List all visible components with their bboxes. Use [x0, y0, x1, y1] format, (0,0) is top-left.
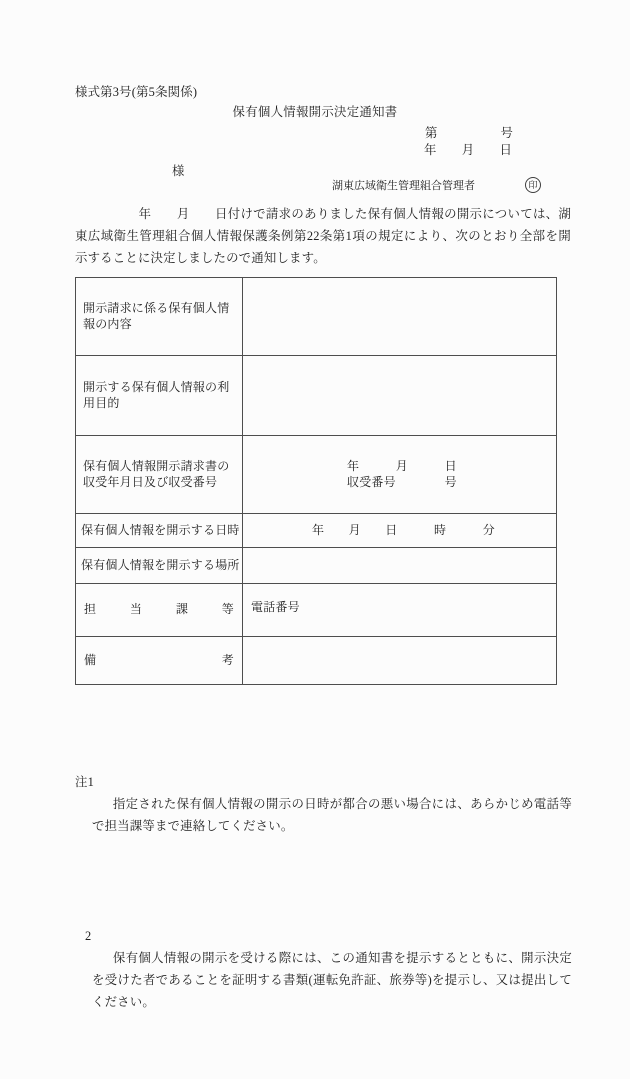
issuer-name: 湖東広域衛生管理組合管理者: [332, 180, 475, 192]
note-item-1: [75, 749, 572, 859]
table-row-usage-purpose: [76, 356, 557, 436]
notes-section: [75, 705, 572, 1079]
table-row-disclosure-datetime: [76, 514, 557, 548]
row-value-usage-purpose: [243, 356, 557, 436]
row-label-usage-purpose: 開示する保有個人情報の利用目的: [76, 356, 243, 436]
receipt-date-line: 年 月 日: [347, 459, 457, 473]
seal-icon: [525, 177, 541, 193]
table-row-request-content: [76, 278, 557, 356]
row-label-remarks: 備考: [76, 637, 243, 685]
telephone-number-label: 電話番号: [251, 600, 300, 615]
document-date-line: 年 月 日: [424, 143, 513, 157]
row-value-section-in-charge: [243, 584, 557, 637]
row-value-receipt-info: [243, 436, 557, 514]
row-label-request-content: 開示請求に係る保有個人情報の内容: [76, 278, 243, 356]
document-number-line: 第 号: [425, 126, 514, 140]
table-row-disclosure-place: [76, 548, 557, 584]
page-title: 保有個人情報開示決定通知書: [232, 105, 398, 119]
row-label-disclosure-place: 保有個人情報を開示する場所: [76, 548, 243, 584]
table-row-receipt-info: [76, 436, 557, 514]
form-table: [75, 277, 557, 685]
form-number: 様式第3号(第5条関係): [75, 85, 198, 99]
note-1-text: 指定された保有個人情報の開示の日時が都合の悪い場合には、あらかじめ電話等で担当課等まで連絡してください。: [92, 797, 572, 833]
row-label-section-in-charge: 担当課等: [76, 584, 243, 637]
note-2-number: 2: [85, 929, 92, 943]
note-2-text: 保有個人情報の開示を受ける際には、この通知書を提示するとともに、開示決定を受けた者であることを証明する書類(運転免許証、旅券等)を提示し、又は提出してください。: [92, 951, 572, 1009]
row-value-disclosure-datetime: 年 月 日 時 分: [243, 514, 557, 548]
row-label-disclosure-datetime: 保有個人情報を開示する日時: [76, 514, 243, 548]
body-paragraph: 年 月 日付けで請求のありました保有個人情報の開示については、湖東広域衛生管理組合個人情報保護条例第22条第1項の規定により、次のとおり全部を開示することに決定しましたので通知します。: [75, 207, 571, 265]
note-item-2: [75, 903, 572, 1035]
note-1-number: 注1: [75, 775, 94, 789]
seal-character: 印: [528, 179, 538, 190]
row-label-receipt-info: 保有個人情報開示請求書の収受年月日及び収受番号: [76, 436, 243, 514]
addressee-honorific: 様: [172, 164, 185, 178]
row-value-remarks: [243, 637, 557, 685]
row-value-disclosure-place: [243, 548, 557, 584]
table-row-section-in-charge: [76, 584, 557, 637]
receipt-number-line: 収受番号 号: [347, 474, 457, 489]
row-value-request-content: [243, 278, 557, 356]
table-row-remarks: [76, 637, 557, 685]
